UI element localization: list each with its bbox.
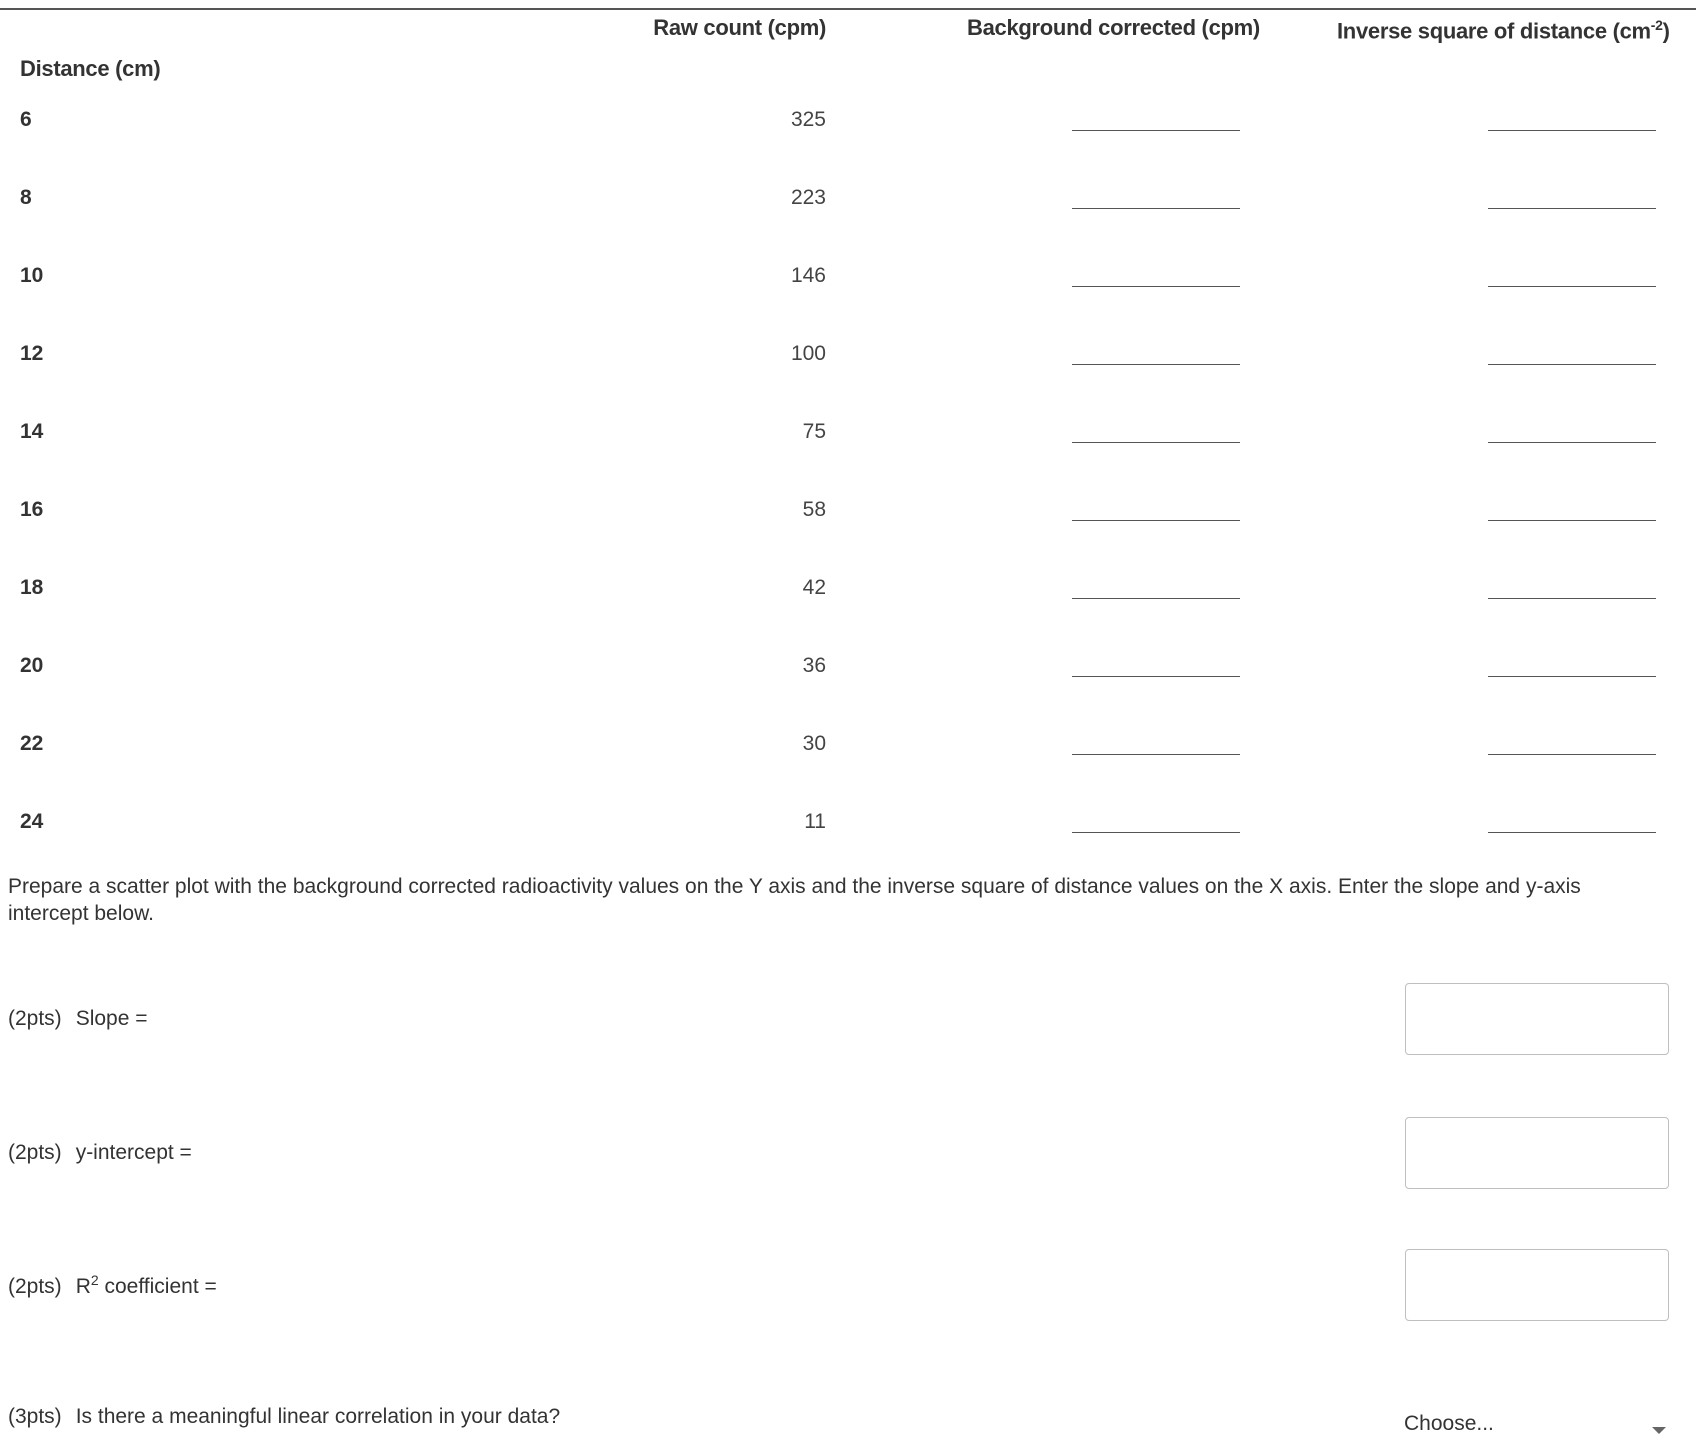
- r2-input[interactable]: [1405, 1249, 1669, 1321]
- header-distance: Distance (cm): [20, 56, 161, 81]
- inverse-square-blank: [1488, 208, 1656, 209]
- distance-cell: 12: [20, 342, 44, 365]
- inverse-square-blank: [1488, 832, 1656, 833]
- background-corrected-blank: [1072, 442, 1240, 443]
- table-row: [0, 498, 1696, 528]
- chevron-down-icon: [1652, 1427, 1666, 1434]
- correlation-label: Is there a meaningful linear correlation in your data?: [75, 1405, 561, 1428]
- header-inverse-square: [1337, 17, 1670, 44]
- raw-count-cell: 30: [802, 732, 826, 755]
- table-row: [0, 420, 1696, 450]
- raw-count-cell: 42: [802, 576, 826, 599]
- background-corrected-blank: [1072, 130, 1240, 131]
- slope-input[interactable]: [1405, 983, 1669, 1055]
- inverse-square-blank: [1488, 520, 1656, 521]
- table-row: [0, 654, 1696, 684]
- raw-count-cell: 100: [790, 342, 826, 365]
- inverse-square-blank: [1488, 364, 1656, 365]
- table-row: [0, 108, 1696, 138]
- background-corrected-blank: [1072, 208, 1240, 209]
- table-row: [0, 342, 1696, 372]
- distance-cell: 18: [20, 576, 44, 599]
- correlation-select[interactable]: [1404, 1409, 1674, 1445]
- table-row: [0, 264, 1696, 294]
- intercept-points: (2pts): [8, 1141, 62, 1164]
- r2-label-rest: coefficient =: [98, 1275, 217, 1298]
- r2-label-superscript: 2: [90, 1272, 99, 1288]
- distance-cell: 16: [20, 498, 44, 521]
- inverse-square-blank: [1488, 598, 1656, 599]
- distance-cell: 24: [20, 810, 44, 833]
- background-corrected-blank: [1072, 520, 1240, 521]
- raw-count-cell: 146: [790, 264, 826, 287]
- raw-count-cell: 75: [802, 420, 826, 443]
- distance-cell: 22: [20, 732, 44, 755]
- header-background-corrected: Background corrected (cpm): [967, 15, 1260, 40]
- slope-label: Slope =: [75, 1007, 148, 1030]
- background-corrected-blank: [1072, 676, 1240, 677]
- raw-count-cell: 325: [790, 108, 826, 131]
- header-raw-count: Raw count (cpm): [653, 15, 826, 40]
- inverse-square-blank: [1488, 442, 1656, 443]
- distance-cell: 10: [20, 264, 44, 287]
- r2-question: [8, 1272, 217, 1299]
- inverse-square-blank: [1488, 286, 1656, 287]
- distance-cell: 20: [20, 654, 44, 677]
- distance-cell: 6: [20, 108, 32, 131]
- raw-count-cell: 58: [802, 498, 826, 521]
- inverse-square-blank: [1488, 130, 1656, 131]
- correlation-points: (3pts): [8, 1405, 62, 1428]
- r2-points: (2pts): [8, 1275, 62, 1298]
- background-corrected-blank: [1072, 832, 1240, 833]
- r2-label-r: R: [75, 1275, 91, 1298]
- distance-cell: 14: [20, 420, 44, 443]
- y-intercept-input[interactable]: [1405, 1117, 1669, 1189]
- intercept-question: [8, 1141, 192, 1165]
- slope-points: (2pts): [8, 1007, 62, 1030]
- table-row: [0, 186, 1696, 216]
- instructions-text: Prepare a scatter plot with the background corrected radioactivity values on the Y axis and the inverse square of distance values on the X axis. Enter the slope and y-axis intercept below.: [8, 875, 1581, 925]
- slope-question: [8, 1007, 148, 1031]
- header-inverse-square-exponent: -2: [1650, 17, 1663, 33]
- table-row: [0, 810, 1696, 840]
- raw-count-cell: 11: [804, 810, 826, 833]
- inverse-square-blank: [1488, 676, 1656, 677]
- raw-count-cell: 223: [790, 186, 826, 209]
- table-row: [0, 576, 1696, 606]
- top-divider: [0, 8, 1696, 10]
- raw-count-cell: 36: [802, 654, 826, 677]
- correlation-question: [8, 1405, 560, 1429]
- background-corrected-blank: [1072, 754, 1240, 755]
- intercept-label: y-intercept =: [75, 1141, 192, 1164]
- table-row: [0, 732, 1696, 762]
- distance-cell: 8: [20, 186, 32, 209]
- background-corrected-blank: [1072, 286, 1240, 287]
- background-corrected-blank: [1072, 598, 1240, 599]
- background-corrected-blank: [1072, 364, 1240, 365]
- inverse-square-blank: [1488, 754, 1656, 755]
- correlation-select-value: Choose...: [1404, 1412, 1494, 1435]
- header-inverse-square-close: ): [1662, 18, 1670, 44]
- header-inverse-square-text: Inverse square of distance (cm: [1337, 18, 1651, 44]
